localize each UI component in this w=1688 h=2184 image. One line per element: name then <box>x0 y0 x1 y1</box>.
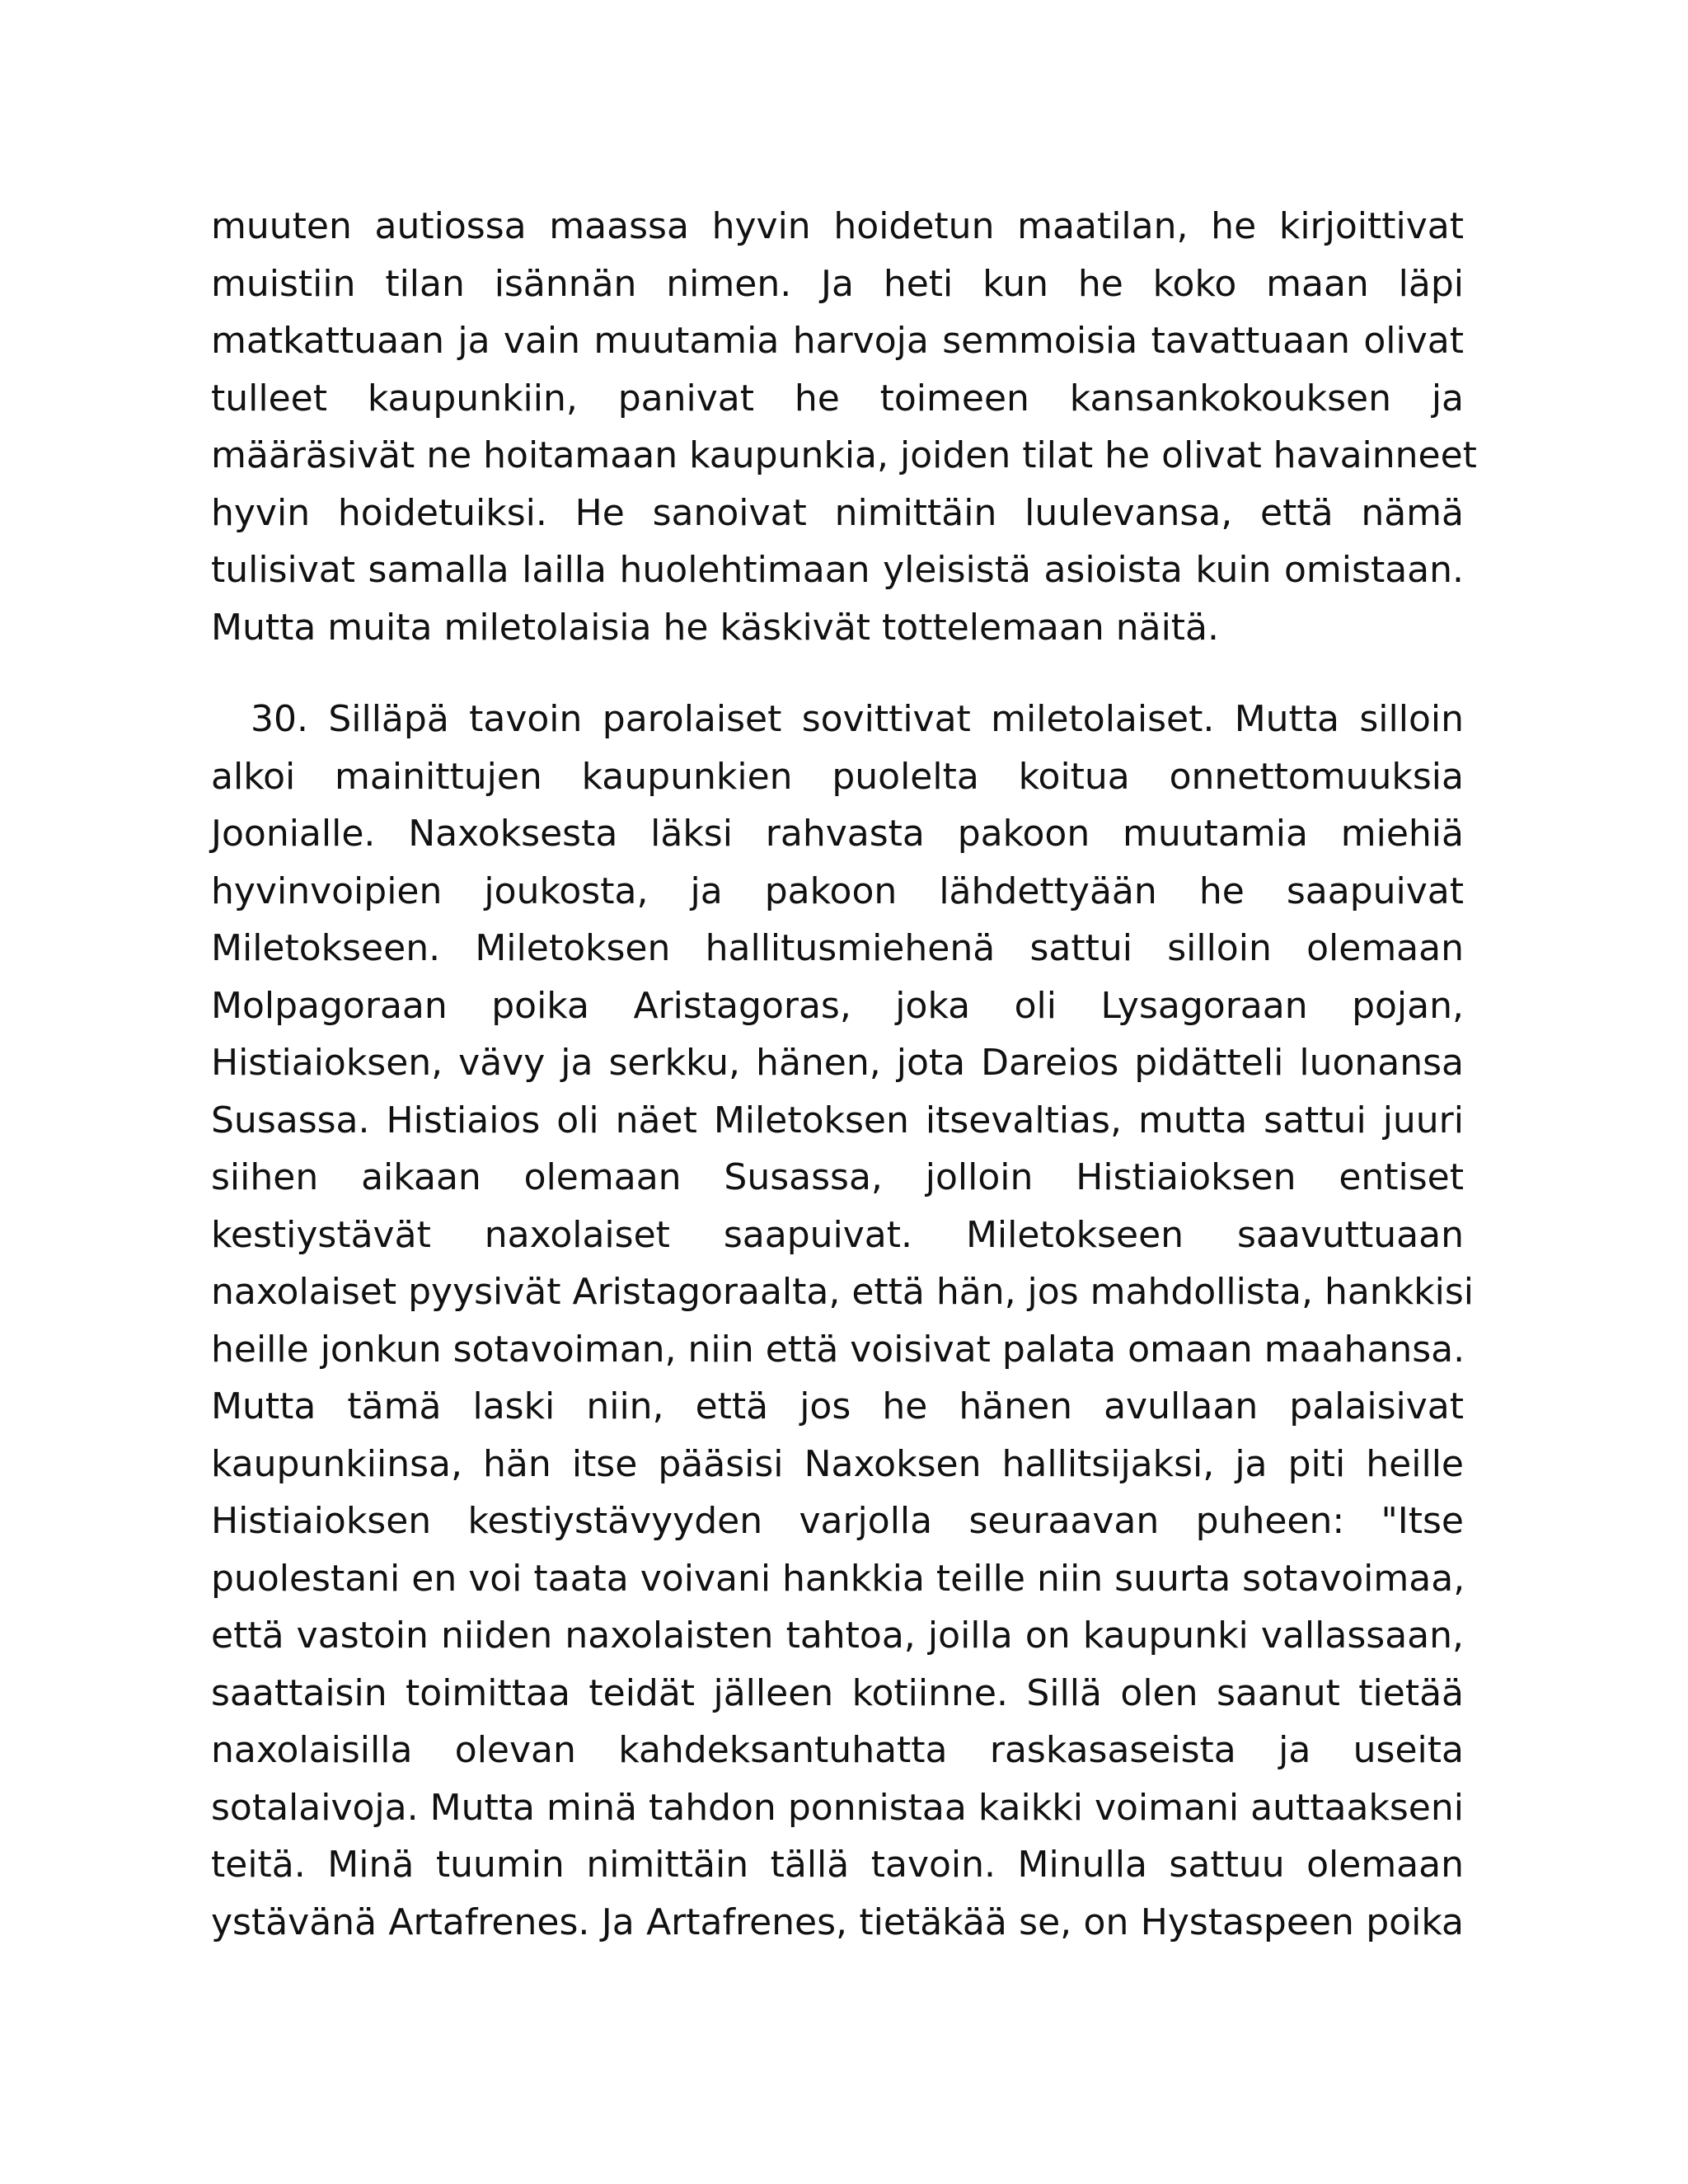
text-line: naxolaiset pyysivät Aristagoraalta, että hän, jos mahdollista, hankkisi <box>211 1271 1475 1313</box>
text-line: Miletokseen. Miletoksen hallitusmiehenä sattui silloin olemaan <box>211 927 1464 969</box>
text-line: naxolaisilla olevan kahdeksantuhatta raskasaseista ja useita <box>211 1729 1464 1771</box>
text-line: Joonialle. Naxoksesta läksi rahvasta pakoon muutamia miehiä <box>211 813 1464 855</box>
text-line: alkoi mainittujen kaupunkien puolelta koitua onnettomuuksia <box>211 755 1464 798</box>
text-line: sotalaivoja. Mutta minä tahdon ponnistaa kaikki voimani auttaakseni <box>211 1786 1464 1829</box>
text-line: tulleet kaupunkiin, panivat he toimeen kansankokouksen ja <box>211 377 1464 419</box>
text-line: 30. Silläpä tavoin parolaiset sovittivat miletolaiset. Mutta silloin <box>251 698 1464 740</box>
text-line: matkattuaan ja vain muutamia harvoja semmoisia tavattuaan olivat <box>211 320 1464 362</box>
text-line: muistiin tilan isännän nimen. Ja heti kun he koko maan läpi <box>211 262 1464 305</box>
text-line: hyvin hoidetuiksi. He sanoivat nimittäin luulevansa, että nämä <box>211 491 1464 534</box>
document-page <box>211 198 1477 1951</box>
text-line: ystävänä Artafrenes. Ja Artafrenes, tietäkää se, on Hystaspeen poika <box>211 1900 1464 1943</box>
text-line: tulisivat samalla lailla huolehtimaan yleisistä asioista kuin omistaan. <box>211 549 1464 591</box>
text-line: saattaisin toimittaa teidät jälleen kotiinne. Sillä olen saanut tietää <box>211 1671 1464 1714</box>
text-line: hyvinvoipien joukosta, ja pakoon lähdettyään he saapuivat <box>211 869 1464 912</box>
text-line: Molpagoraan poika Aristagoras, joka oli Lysagoraan pojan, <box>211 984 1464 1027</box>
text-line: teitä. Minä tuumin nimittäin tällä tavoin. Minulla sattuu olemaan <box>211 1844 1464 1886</box>
paragraph-2 <box>211 691 1475 1951</box>
text-line: määräsivät ne hoitamaan kaupunkia, joiden tilat he olivat havainneet <box>211 434 1477 476</box>
text-line: Histiaioksen, vävy ja serkku, hänen, jota Dareios pidätteli luonansa <box>211 1042 1464 1084</box>
text-line: Susassa. Histiaios oli näet Miletoksen itsevaltias, mutta sattui juuri <box>211 1099 1464 1141</box>
text-line: kestiystävät naxolaiset saapuivat. Miletokseen saavuttuaan <box>211 1213 1464 1256</box>
paragraph-1 <box>211 198 1477 656</box>
text-line: Mutta tämä laski niin, että jos he hänen avullaan palaisivat <box>211 1385 1464 1427</box>
text-line: kaupunkiinsa, hän itse pääsisi Naxoksen hallitsijaksi, ja piti heille <box>211 1442 1464 1485</box>
text-line: siihen aikaan olemaan Susassa, jolloin Histiaioksen entiset <box>211 1156 1464 1198</box>
text-line: että vastoin niiden naxolaisten tahtoa, joilla on kaupunki vallassaan, <box>211 1615 1464 1657</box>
text-line: Histiaioksen kestiystävyyden varjolla seuraavan puheen: "Itse <box>211 1500 1464 1542</box>
text-line: puolestani en voi taata voivani hankkia teille niin suurta sotavoimaa, <box>211 1557 1465 1600</box>
text-line: Mutta muita miletolaisia he käskivät tottelemaan näitä. <box>211 606 1219 649</box>
text-line: muuten autiossa maassa hyvin hoidetun maatilan, he kirjoittivat <box>211 205 1464 247</box>
text-line: heille jonkun sotavoiman, niin että voisivat palata omaan maahansa. <box>211 1328 1465 1371</box>
